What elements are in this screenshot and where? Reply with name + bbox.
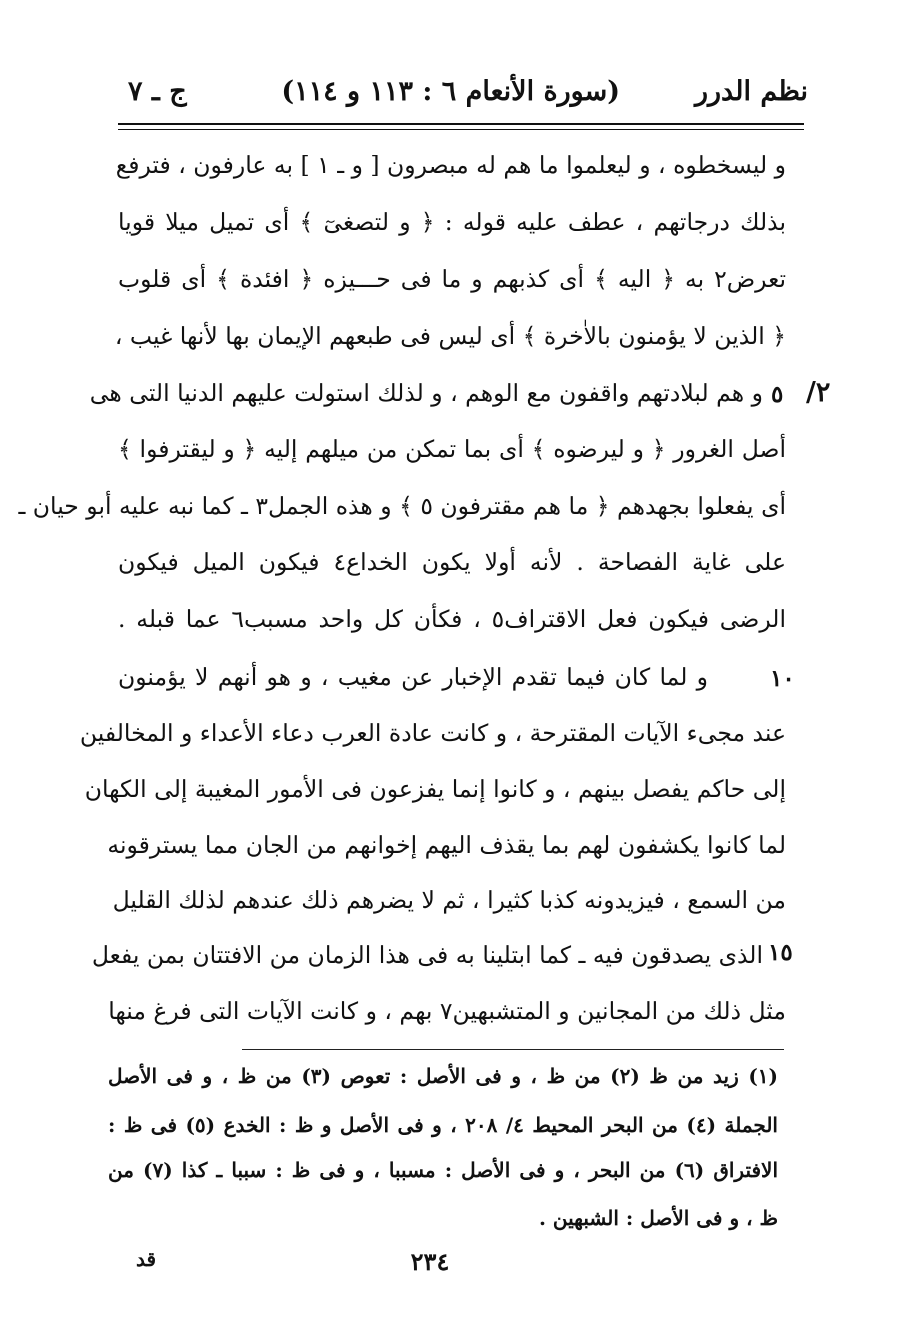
running-head-title: نظم الدرر xyxy=(694,76,808,107)
signature-mark: قد xyxy=(136,1247,157,1271)
text-line: الذى يصدقون فيه ـ كما ابتلينا به فى هذا الزمان من الافتتان بمن يفعل xyxy=(91,941,763,969)
text-line: و ليسخطوه ، و ليعلموا ما هم له مبصرون [ و ـ ١ ] به عارفون ، فترفع xyxy=(115,151,786,179)
text-line: و لما كان فيما تقدم الإخبار عن مغيب ، و هو أنهم لا يؤمنون xyxy=(118,663,708,691)
footnote-line: الجملة (٤) من البحر المحيط ٤/ ٢٠٨ ، و فى الأصل و ظ : الخدع (٥) فى ظ : xyxy=(108,1113,778,1137)
text-line: عند مجىء الآيات المقترحة ، و كانت عادة العرب دعاء الأعداء و المخالفين xyxy=(79,719,786,747)
text-line: أصل الغرور ﴿ و ليرضوه ﴾ أى بما تمكن من ميلهم إليه ﴿ و ليقترفوا ﴾ xyxy=(118,435,786,463)
text-line: مثل ذلك من المجانين و المتشبهين٧ بهم ، و كانت الآيات التى فرغ منها xyxy=(108,997,786,1025)
text-line: على غاية الفصاحة . لأنه أولا يكون الخداع٤ فيكون الميل فيكون xyxy=(118,548,786,576)
line-number-5: ٥ xyxy=(771,381,784,408)
text-line: أى يفعلوا بجهدهم ﴿ ما هم مقترفون ٥ ﴾ و هذه الجمل٣ ـ كما نبه عليه أبو حيان ـ xyxy=(18,492,786,520)
text-line: ﴿ الذين لا يؤمنون بالاٰخرة ﴾ أى ليس فى طبعهم الإيمان بها لأنها غيب ، xyxy=(114,322,786,350)
footnote-rule xyxy=(242,1049,784,1050)
running-head-surah: (سورة الأنعام ٦ : ١١٣ و ١١٤) xyxy=(281,76,620,107)
text-line: و هم لبلادتهم واقفون مع الوهم ، و لذلك استولت عليهم الدنيا التى هى xyxy=(89,379,763,407)
text-line: بذلك درجاتهم ، عطف عليه قوله : ﴿ و لتصغىٓ ﴾ أى تميل ميلا قويا xyxy=(118,208,786,236)
text-line: الرضى فيكون فعل الاقتراف٥ ، فكأن كل واحد مسبب٦ عما قبله . xyxy=(118,605,786,633)
footnote-line: الافتراق (٦) من البحر ، و فى الأصل : مسببا ، و فى ظ : سببا ـ كذا (٧) من xyxy=(108,1158,778,1182)
line-number-10: ١٠ xyxy=(770,665,795,692)
header-rule-thin xyxy=(118,129,804,130)
running-head-volume: ج ـ ٧ xyxy=(128,76,187,107)
text-line: تعرض٢ به ﴿ اليه ﴾ أى كذبهم و ما فى حـــيزه ﴿ افئدة ﴾ أى قلوب xyxy=(118,265,786,293)
text-line: لما كانوا يكشفون لهم بما يقذف اليهم إخوانهم من الجان مما يسترقونه xyxy=(107,831,786,859)
footnote-line: (١) زيد من ظ (٢) من ظ ، و فى الأصل : تعوص (٣) من ظ ، و فى الأصل xyxy=(108,1064,778,1088)
footnote-line: ظ ، و فى الأصل : الشبهين . xyxy=(538,1206,778,1230)
margin-marker: ٢/ xyxy=(806,377,831,408)
text-line: من السمع ، فيزيدونه كذبا كثيرا ، ثم لا يضرهم ذلك عندهم لذلك القليل xyxy=(112,886,786,914)
text-line: إلى حاكم يفصل بينهم ، و كانوا إنما يفزعون فى الأمور المغيبة إلى الكهان xyxy=(84,775,786,803)
page-number: ٢٣٤ xyxy=(410,1247,450,1276)
line-number-15: ١٥ xyxy=(768,939,793,966)
header-rule-thick xyxy=(118,123,804,125)
